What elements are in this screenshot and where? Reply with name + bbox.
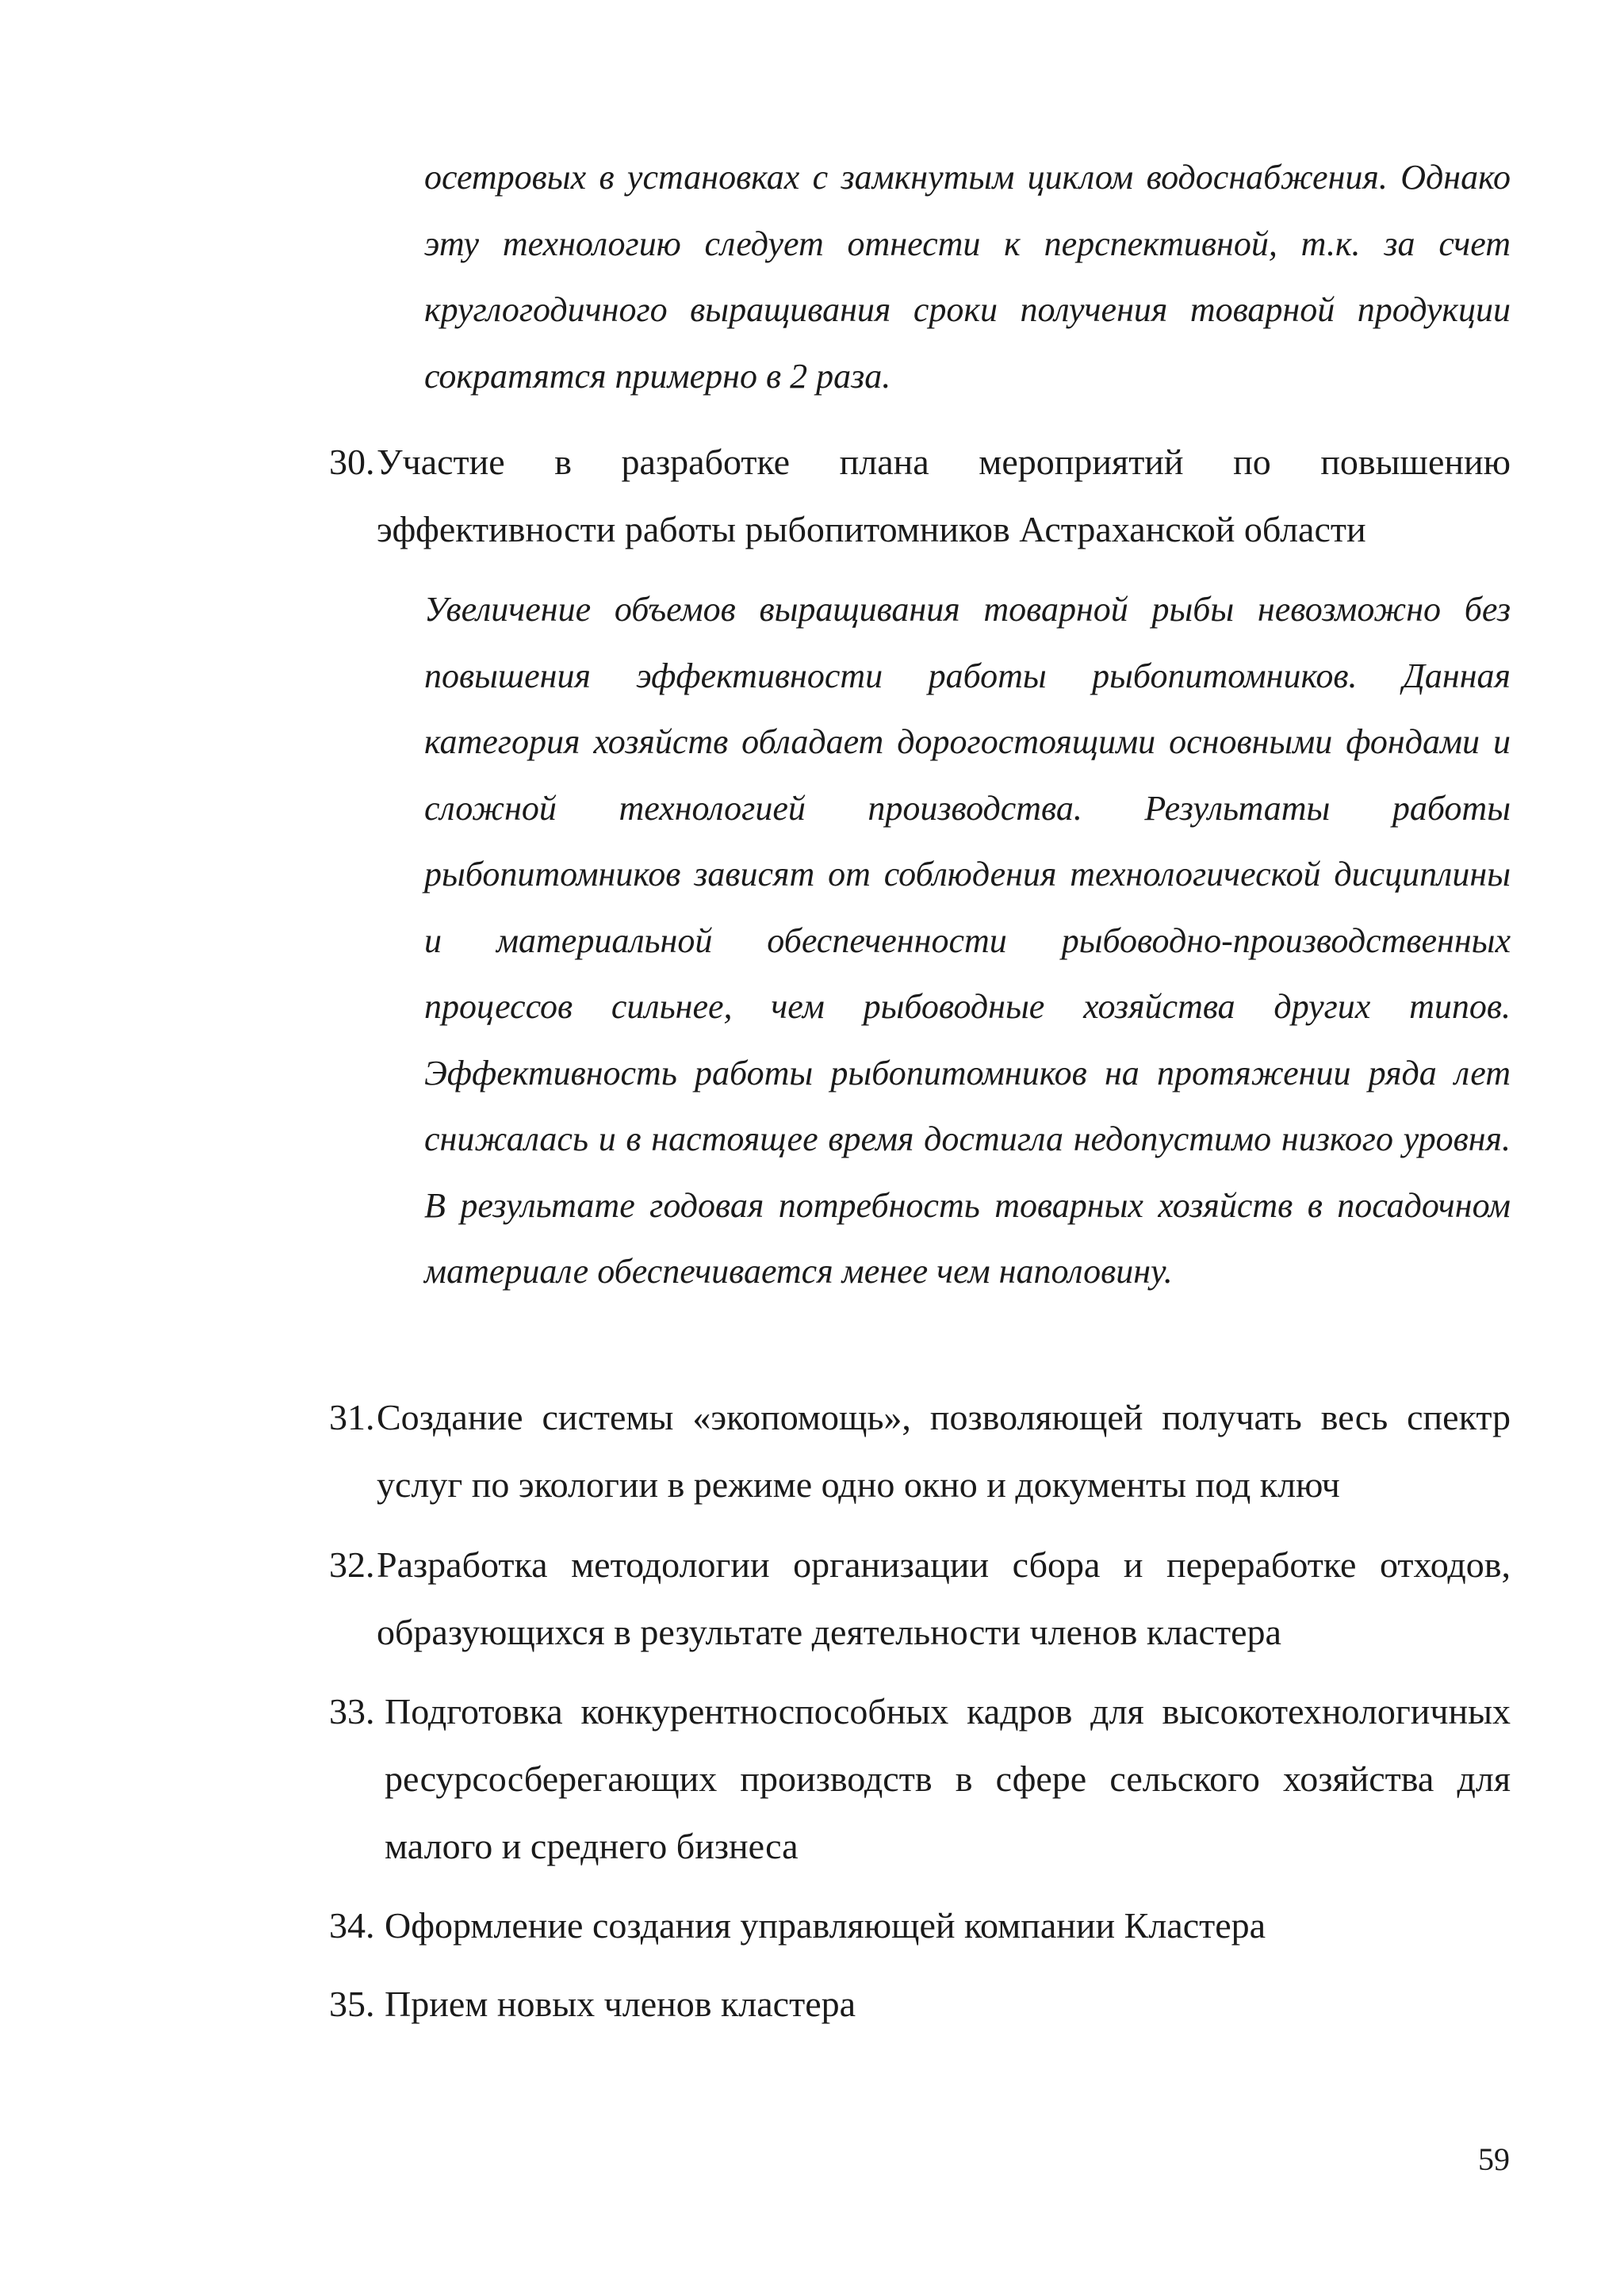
list-item-text: Участие в разработке плана мероприятий по повышению эффективности работы рыбопитомников Астраханской области: [377, 442, 1511, 549]
list-item-35: [329, 1970, 1511, 2038]
list-item-text: Подготовка конкурентноспособных кадров для высокотехнологичных ресурсосберегающих производств в сфере сельского хозяйства для малого и среднего бизнеса: [385, 1691, 1511, 1866]
list-item-30: [329, 428, 1511, 563]
list-item-31: [329, 1383, 1511, 1518]
list-item-34: [329, 1892, 1511, 1959]
intro-italic-paragraph: осетровых в установках с замкнутым циклом водоснабжения. Однако эту технологию следует отнести к перспективной, т.к. за счет круглогодичного выращивания сроки получения товарной продукции сократятся примерно в 2 раза.: [424, 158, 1511, 396]
list-item-text: Разработка методологии организации сбора и переработке отходов, образующихся в результате деятельности членов кластера: [377, 1544, 1511, 1652]
list-item-32: [329, 1531, 1511, 1666]
list-item-33: [329, 1678, 1511, 1880]
list-item-text: Прием новых членов кластера: [385, 1984, 856, 2024]
item-30-italic-note: Увеличение объемов выращивания товарной рыбы невозможно без повышения эффективности работы рыбопитомников. Данная категория хозяйств обладает дорогостоящими основными фондами и сложной технологией производства. Результаты работы рыбопитомников зависят от соблюдения технологической дисциплины и материальной обеспеченности рыбоводно-производственных процессов сильнее, чем рыбоводные хозяйства других типов. Эффективность работы рыбопитомников на протяжении ряда лет снижалась и в настоящее время достигла недопустимо низкого уровня. В результате годовая потребность товарных хозяйств в посадочном материале обеспечивается менее чем наполовину.: [424, 590, 1511, 1291]
list-item-number: 33.: [329, 1691, 375, 1732]
list-item-text: Создание системы «экопомощь», позволяющей получать весь спектр услуг по экологии в режиме одно окно и документы под ключ: [377, 1397, 1511, 1505]
list-item-number: 31.: [329, 1397, 375, 1437]
list-item-number: 30.: [329, 442, 375, 482]
list-item-text: Оформление создания управляющей компании Кластера: [385, 1905, 1266, 1946]
list-item-number: 32.: [329, 1544, 375, 1585]
page-number: 59: [1478, 2141, 1510, 2177]
list-item-number: 34.: [329, 1905, 375, 1946]
list-item-number: 35.: [329, 1984, 375, 2024]
